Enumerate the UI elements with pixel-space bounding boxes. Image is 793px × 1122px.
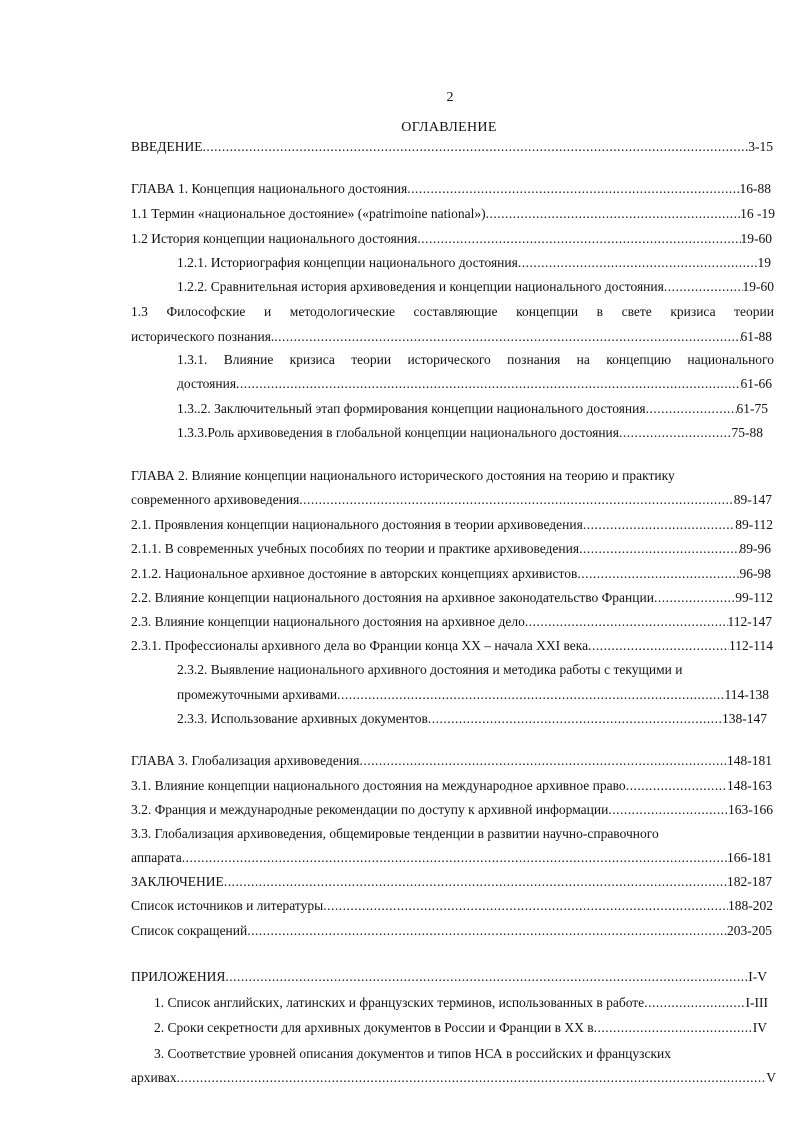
toc-entry-1-2: 1.2 История концепции национального достояния ..... 19-60 xyxy=(131,230,772,247)
toc-entry-2-3-2-line2: промежуточными архивами ..... 114-138 xyxy=(177,686,769,703)
toc-entry-intro: ВВЕДЕНИЕ ..... 3-15 xyxy=(131,138,773,155)
toc-entry-appendix-3-line1: 3. Соответствие уровней описания документов и типов НСА в российских и французских xyxy=(154,1046,672,1061)
toc-entry-3-2: 3.2. Франция и международные рекомендации по доступу к архивной информации ..... 163-166 xyxy=(131,801,773,818)
toc-entry-2-3-1: 2.3.1. Профессионалы архивного дела во Франции конца XX – начала XXI века ..... 112-114 xyxy=(131,637,773,654)
toc-entry-2-2: 2.2. Влияние концепции национального достояния на архивное законодательство Франции ..... 99-112 xyxy=(131,589,773,606)
toc-entry-1-3-3: 1.3.3.Роль архивоведения в глобальной концепции национального достояния ..... 75-88 xyxy=(177,424,763,441)
page-title: ОГЛАВЛЕНИЕ xyxy=(401,120,497,135)
toc-entry-1-1: 1.1 Термин «национальное достояние» («patrimoine national») ..... 16 -19 xyxy=(131,205,775,222)
toc-entry-3-3-line2: аппарата ..... 166-181 xyxy=(131,849,772,866)
toc-entry-2-1: 2.1. Проявления концепции национального достояния в теории архивоведения ..... 89-112 xyxy=(131,516,773,533)
toc-entry-appendix: ПРИЛОЖЕНИЯ ..... I-V xyxy=(131,968,767,985)
toc-entry-appendix-2: 2. Сроки секретности для архивных документов в России и Франции в XX в ..... IV xyxy=(154,1019,767,1036)
page-number: 2 xyxy=(446,90,454,105)
toc-entry-1-3-1-line2: достояния ..... 61-66 xyxy=(177,375,772,392)
toc-entry-2-1-1: 2.1.1. В современных учебных пособиях по теории и практике архивоведения ..... 89-96 xyxy=(131,540,771,557)
toc-entry-chapter-3: ГЛАВА 3. Глобализация архивоведения ..... 148-181 xyxy=(131,752,772,769)
toc-entry-conclusion: ЗАКЛЮЧЕНИЕ ..... 182-187 xyxy=(131,873,772,890)
toc-entry-2-1-2: 2.1.2. Национальное архивное достояние в авторских концепциях архивистов ..... 96-98 xyxy=(131,565,771,582)
toc-entry-appendix-1: 1. Список английских, латинских и французских терминов, использованных в работе ..... I-III xyxy=(154,994,768,1011)
toc-entry-abbreviations: Список сокращений ..... 203-205 xyxy=(131,922,772,939)
toc-entry-appendix-3-line2: архивах ..... V xyxy=(131,1069,776,1086)
toc-entry-1-3-1-line1: 1.3.1. Влияние кризиса теории исторического познания на концепцию национального xyxy=(177,352,774,367)
toc-entry-1-2-2: 1.2.2. Сравнительная история архивоведения и концепции национального достояния ..... 19-60 xyxy=(177,278,774,295)
toc-entry-1-2-1: 1.2.1. Историография концепции национального достояния ..... 19 xyxy=(177,254,771,271)
toc-entry-sources: Список источников и литературы ..... 188-202 xyxy=(131,897,773,914)
toc-entry-chapter-2-line2: современного архивоведения ..... 89-147 xyxy=(131,491,772,508)
toc-entry-2-3-3: 2.3.3. Использование архивных документов ..... 138-147 xyxy=(177,710,767,727)
toc-entry-chapter-2-line1: ГЛАВА 2. Влияние концепции национального исторического достояния на теорию и практику xyxy=(131,468,675,483)
toc-entry-2-3: 2.3. Влияние концепции национального достояния на архивное дело ..... 112-147 xyxy=(131,613,772,630)
toc-entry-3-1: 3.1. Влияние концепции национального достояния на международное архивное право ..... 148-163 xyxy=(131,777,772,794)
toc-entry-1-3-2: 1.3..2. Заключительный этап формирования концепции национального достояния ..... 61-75 xyxy=(177,400,768,417)
toc-entry-chapter-1: ГЛАВА 1. Концепция национального достояния ..... 16-88 xyxy=(131,180,771,197)
toc-entry-1-3-line1: 1.3 Философские и методологические составляющие концепции в свете кризиса теории xyxy=(131,304,774,319)
toc-entry-2-3-2-line1: 2.3.2. Выявление национального архивного достояния и методика работы с текущими и xyxy=(177,662,683,677)
toc-entry-3-3-line1: 3.3. Глобализация архивоведения, общемировые тенденции в развитии научно-справочного xyxy=(131,826,659,841)
toc-entry-1-3-line2: исторического познания. ..... 61-88 xyxy=(131,328,772,345)
